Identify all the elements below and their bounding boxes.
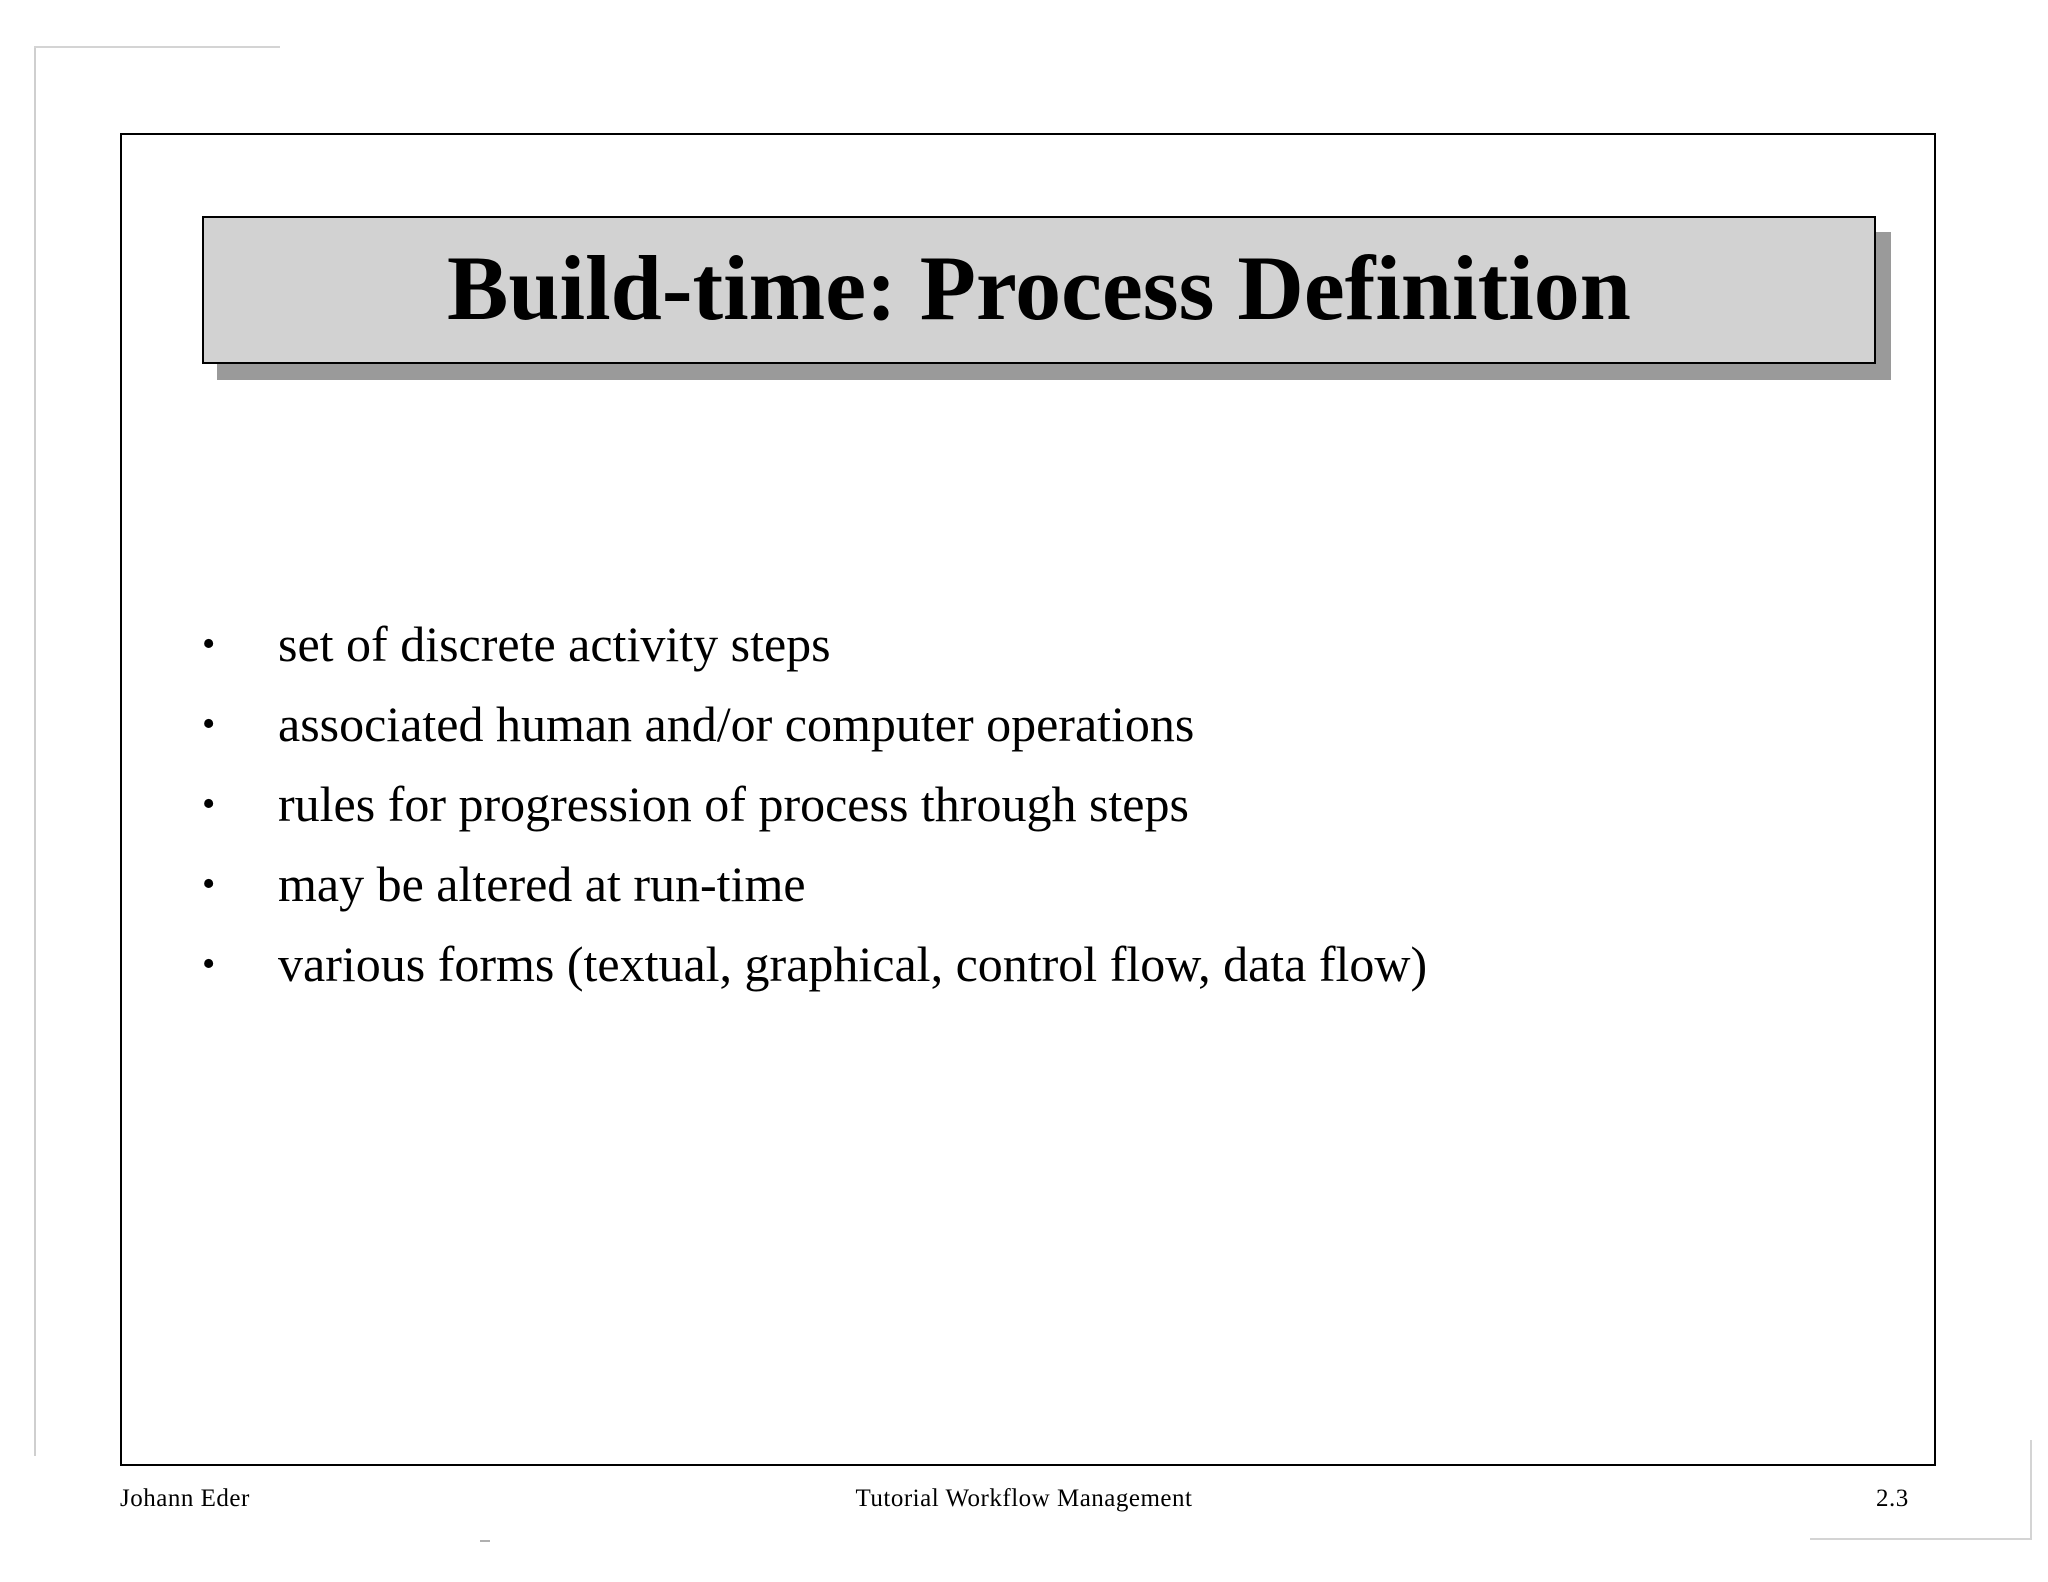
bullet-item [200, 924, 1860, 1004]
bullet-item [200, 684, 1860, 764]
footer-author: Johann Eder [120, 1485, 250, 1512]
bullet-list [200, 604, 1860, 1004]
scan-artifact [480, 1540, 490, 1542]
footer-page-number: 2.3 [1876, 1485, 1909, 1512]
slide-title: Build-time: Process Definition [447, 237, 1631, 339]
bullet-text: set of discrete activity steps [278, 616, 831, 672]
title-box [202, 216, 1876, 364]
scan-edge-bottom [1810, 1538, 2032, 1540]
bullet-icon: • [202, 623, 216, 665]
bullet-icon: • [202, 863, 216, 905]
bullet-icon: • [202, 783, 216, 825]
scan-edge-left [34, 46, 36, 1456]
bullet-item [200, 764, 1860, 844]
scan-edge-top [34, 46, 280, 48]
bullet-item [200, 604, 1860, 684]
footer-course: Tutorial Workflow Management [855, 1485, 1193, 1512]
bullet-text: associated human and/or computer operations [278, 696, 1195, 752]
bullet-text: may be altered at run-time [278, 856, 806, 912]
bullet-icon: • [202, 943, 216, 985]
bullet-text: various forms (textual, graphical, control flow, data flow) [278, 936, 1428, 992]
bullet-icon: • [202, 703, 216, 745]
bullet-item [200, 844, 1860, 924]
bullet-text: rules for progression of process through steps [278, 776, 1189, 832]
